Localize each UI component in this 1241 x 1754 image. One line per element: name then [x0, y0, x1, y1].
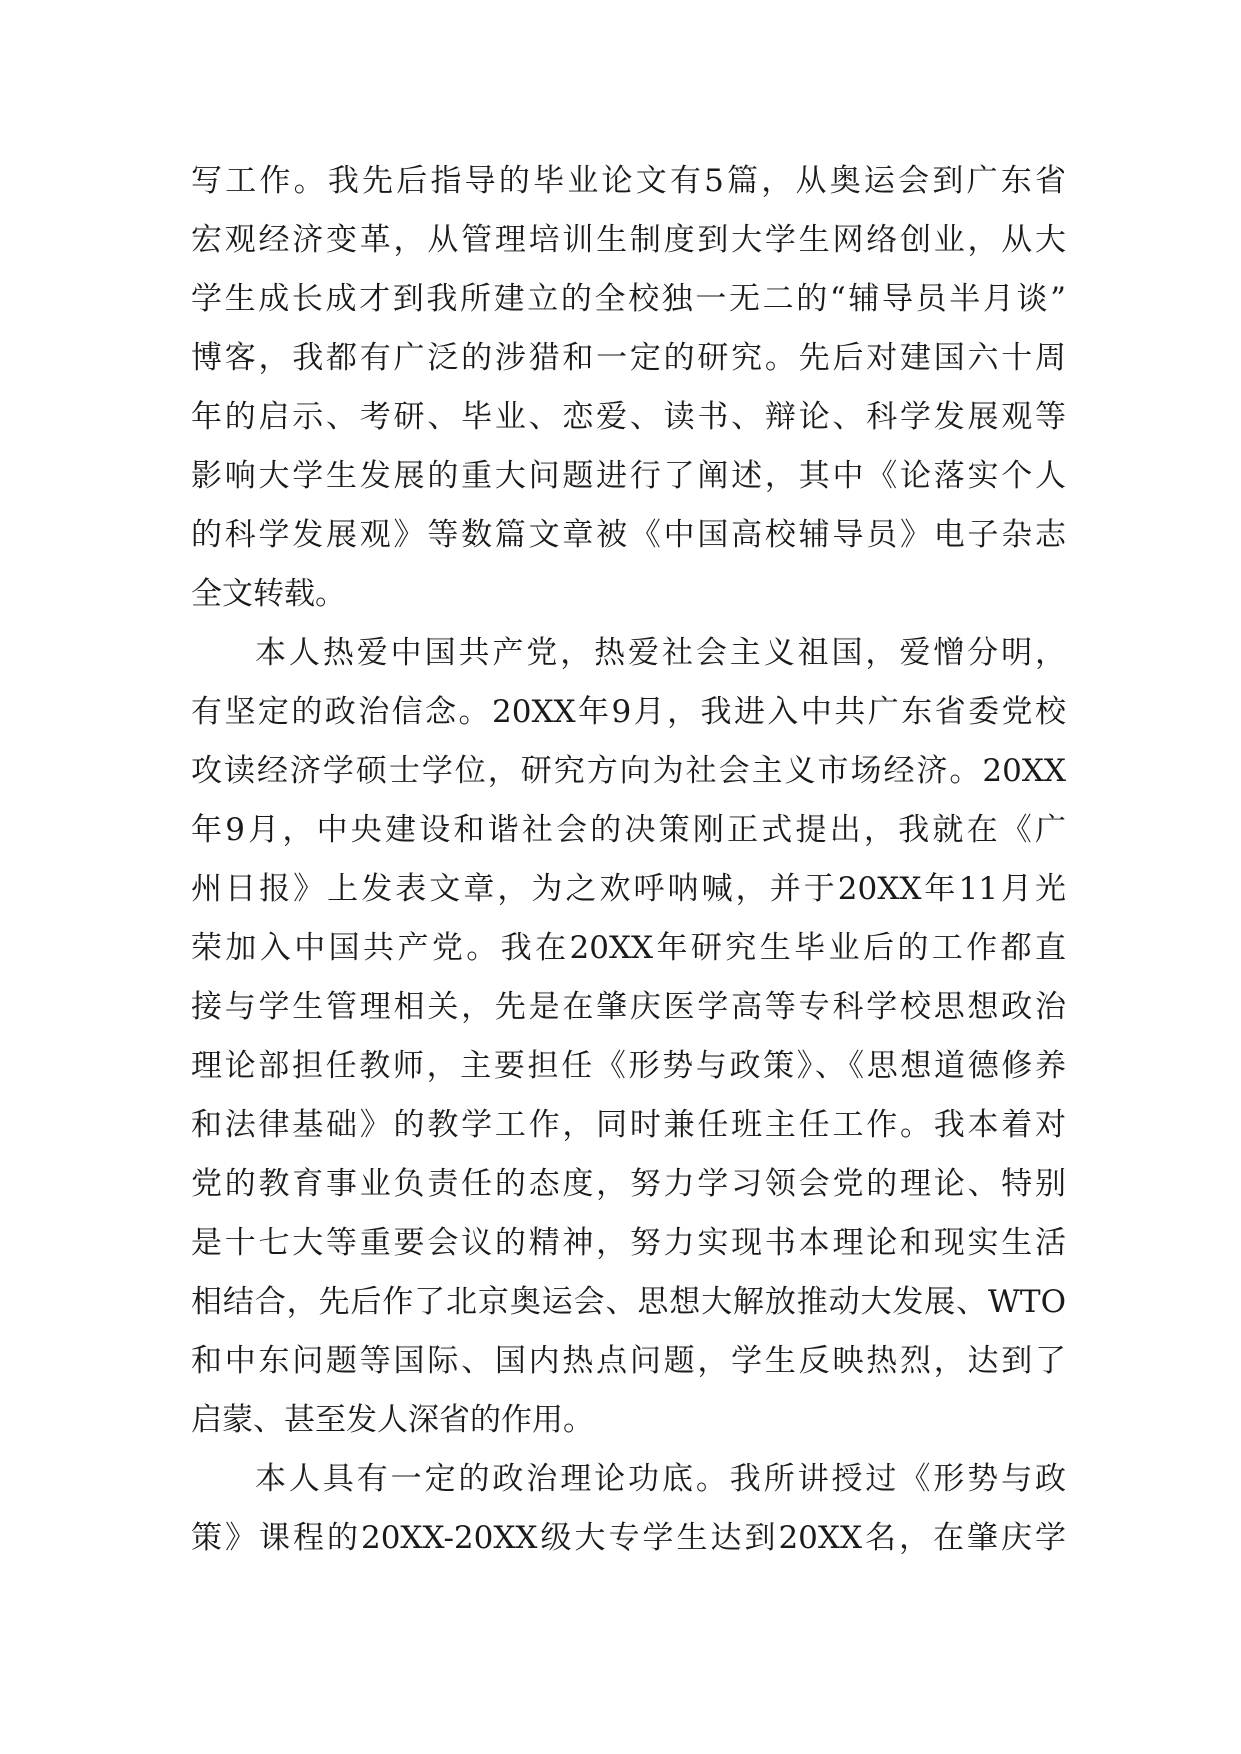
text-line: 攻读经济学硕士学位，研究方向为社会主义市场经济。20XX: [191, 753, 1066, 789]
text-line: 本人热爱中国共产党，热爱社会主义祖国，爱憎分明，: [255, 635, 1066, 671]
text-line: 荣加入中国共产党。我在20XX年研究生毕业后的工作都直: [191, 930, 1066, 966]
text-line: 州日报》上发表文章，为之欢呼呐喊，并于20XX年11月光: [191, 871, 1066, 907]
text-line: 写工作。我先后指导的毕业论文有5篇，从奥运会到广东省: [191, 163, 1066, 199]
body-text: [191, 152, 1066, 1568]
text-line: 策》课程的20XX-20XX级大专学生达到20XX名，在肇庆学: [191, 1520, 1066, 1556]
text-line: 年9月，中央建设和谐社会的决策刚正式提出，我就在《广: [191, 812, 1066, 848]
text-line: 和中东问题等国际、国内热点问题，学生反映热烈，达到了: [191, 1343, 1066, 1379]
text-line: 理论部担任教师，主要担任《形势与政策》、《思想道德修养: [191, 1048, 1066, 1084]
text-line: 宏观经济变革，从管理培训生制度到大学生网络创业，从大: [191, 222, 1066, 258]
text-line: 是十七大等重要会议的精神，努力实现书本理论和现实生活: [191, 1225, 1066, 1261]
text-line: 本人具有一定的政治理论功底。我所讲授过《形势与政: [255, 1461, 1066, 1497]
text-line: 学生成长成才到我所建立的全校独一无二的“辅导员半月谈”: [191, 281, 1066, 317]
text-line: 相结合，先后作了北京奥运会、思想大解放推动大发展、WTO: [191, 1284, 1066, 1320]
text-line: 的科学发展观》等数篇文章被《中国高校辅导员》电子杂志: [191, 517, 1066, 553]
text-line: 和法律基础》的教学工作，同时兼任班主任工作。我本着对: [191, 1107, 1066, 1143]
text-line: 有坚定的政治信念。20XX年9月，我进入中共广东省委党校: [191, 694, 1066, 730]
text-line: 启蒙、甚至发人深省的作用。: [191, 1402, 594, 1438]
text-line: 影响大学生发展的重大问题进行了阐述，其中《论落实个人: [191, 458, 1066, 494]
text-line: 接与学生管理相关，先是在肇庆医学高等专科学校思想政治: [191, 989, 1066, 1025]
text-line: 博客，我都有广泛的涉猎和一定的研究。先后对建国六十周: [191, 340, 1066, 376]
text-line: 党的教育事业负责任的态度，努力学习领会党的理论、特别: [191, 1166, 1066, 1202]
text-line: 全文转载。: [191, 576, 346, 612]
text-line: 年的启示、考研、毕业、恋爱、读书、辩论、科学发展观等: [191, 399, 1066, 435]
